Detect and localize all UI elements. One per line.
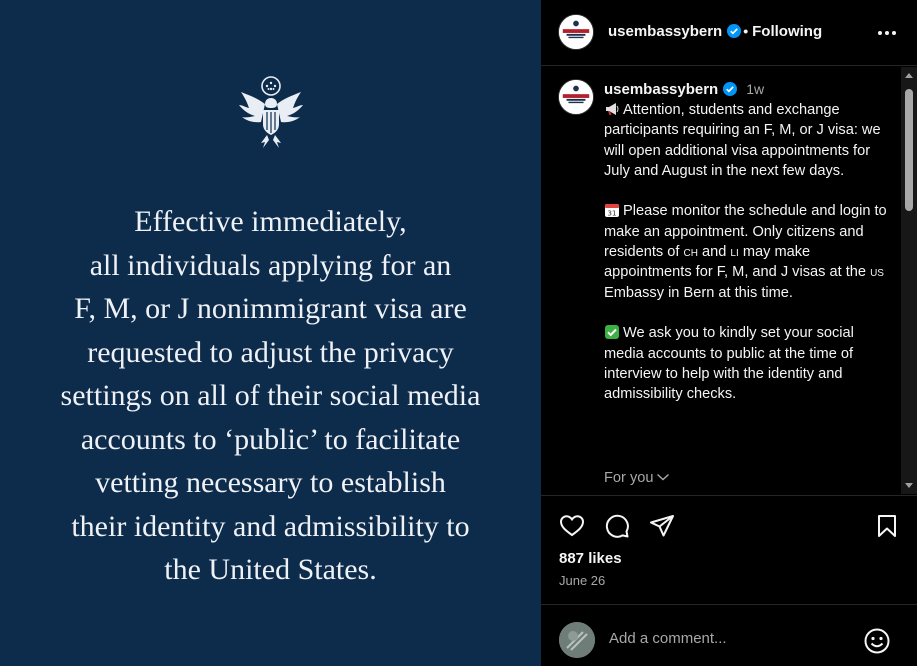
like-button[interactable] [559,513,585,539]
caption-scrollbar[interactable] [901,67,917,494]
calendar-icon [604,202,620,218]
notice-line: accounts to ‘public’ to facilitate [80,422,461,456]
likes-count[interactable]: 887 likes [559,550,622,567]
country-code: us [870,264,884,281]
caption-author-avatar[interactable] [558,79,594,115]
caption-text: We ask you to kindly set your social media accounts to public at the time of interview to help with the identity and admissibility checks. [604,325,854,403]
country-code: ch [683,244,698,261]
notice-line: the United States. [164,553,377,586]
caption-text: Please monitor the schedule and login to make an appointment. Only citizens and residents of [604,203,887,261]
header-user-line [608,23,822,40]
chevron-down-icon [656,472,670,482]
paper-plane-icon [649,513,675,539]
notice-line: their identity and admissibility to [71,509,470,543]
caption-text: may make appointments for F, M, and J visas at the [604,244,871,281]
speech-bubble-icon [604,513,630,539]
check-mark-button-icon [604,324,620,340]
notice-line: vetting necessary to establish [95,466,446,499]
author-avatar[interactable] [558,14,594,50]
notice-line: F, M, or J nonimmigrant visa are [74,292,467,325]
share-button[interactable] [649,513,675,539]
great-seal-emblem [232,74,310,150]
verified-badge-icon [727,24,741,38]
following-button[interactable]: Following [752,23,823,40]
comment-input[interactable] [609,630,849,647]
post-time-ago[interactable]: 1w [746,81,765,97]
verified-badge-icon [723,82,737,96]
scroll-thumb[interactable] [905,89,913,211]
smiley-icon[interactable] [863,627,891,655]
caption-username[interactable]: usembassybern [604,81,719,98]
country-code: li [730,244,739,261]
caption-text: Embassy in Bern at this time. [604,284,793,301]
more-options-icon[interactable] [877,24,897,42]
viewer-avatar[interactable] [559,622,595,658]
caption-paragraph [604,201,894,302]
notice-line: all individuals applying for an [89,248,452,282]
separator-dot: • [743,23,749,39]
comment-bar [541,604,917,666]
notice-line: requested to adjust the privacy [87,335,454,369]
caption-paragraph [604,323,894,404]
notice-line: settings on all of their social media [60,379,481,412]
scroll-up-arrow[interactable] [905,73,913,78]
post-side-panel [541,0,917,666]
comment-button[interactable] [604,513,630,539]
notice-line: Effective immediately, [134,205,407,238]
caption-text: Attention, students and exchange participants requiring an F, M, or J visa: we will open additional visa appointments for July and August in the next few days. [604,102,881,179]
post-caption [604,100,894,425]
for-you-label: For you [604,470,654,486]
save-button[interactable] [874,513,900,539]
post-date[interactable]: June 26 [559,573,606,588]
author-username[interactable]: usembassybern [608,23,723,40]
visa-notice-text [0,200,541,592]
post-header [541,0,917,66]
caption-area[interactable] [541,67,903,494]
post-actions [541,495,917,666]
caption-text: and [697,244,731,261]
caption-header [604,81,764,98]
svg-text:31: 31 [607,209,617,218]
scroll-down-arrow[interactable] [905,483,913,488]
heart-icon [559,513,585,539]
for-you-link[interactable] [604,470,670,486]
megaphone-icon [604,101,620,117]
bookmark-icon [874,513,900,539]
caption-paragraph [604,100,894,181]
